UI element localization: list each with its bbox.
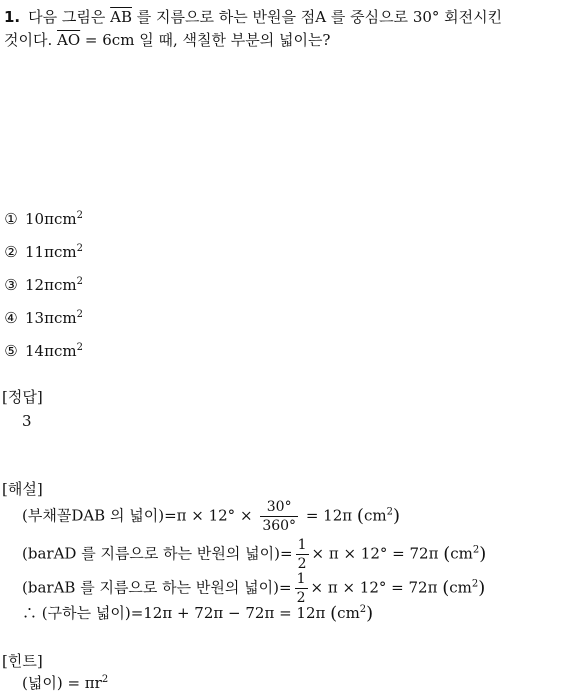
answer-value: 3 <box>22 412 32 430</box>
choice-exp: 2 <box>76 243 83 254</box>
choice-value: 13π <box>25 309 54 327</box>
choice-4[interactable] <box>0 307 83 329</box>
question-text <box>4 6 567 52</box>
explanation-line1-result: = 12π <box>305 506 353 525</box>
choice-exp: 2 <box>76 210 83 221</box>
unit: cm <box>449 578 472 597</box>
segment-ao: $\overline{AO}$ <box>57 31 81 49</box>
question-line2-a: 것이다. <box>4 31 58 49</box>
explanation-line2-result: × π × 12° = 72π <box>311 544 439 563</box>
explanation-label: [해설] <box>2 480 43 498</box>
choice-value: 12π <box>25 276 54 294</box>
question-line1-a: 다음 그림은 <box>28 8 111 26</box>
choice-3[interactable] <box>0 274 83 296</box>
fraction-denominator: 360° <box>262 518 297 534</box>
hint-exp: 2 <box>101 674 109 685</box>
explanation-line-3: (barAB 를 지름으로 하는 반원의 넓이)= $\frac{1}{2}$ × π × 12° = 72π $(cm^2)$ <box>22 571 486 606</box>
choice-mark: ③ <box>4 276 18 294</box>
question-line1-b: 를 지름으로 하는 반원을 점A 를 중심으로 30° 회전시킨 <box>132 8 503 26</box>
unit-exp: 2 <box>359 604 367 615</box>
choice-mark: ④ <box>4 309 18 327</box>
choice-mark: ① <box>4 210 18 228</box>
hint-formula: (넓이) = πr <box>22 674 102 692</box>
unit-exp: 2 <box>472 544 480 556</box>
explanation-line-1: (부채꼴DAB 의 넓이)=π × 12° × $\frac{30^\circ}{360^\circ}$ = 12π $(cm^2)$ <box>22 499 400 534</box>
explanation-line2-text: (barAD 를 지름으로 하는 반원의 넓이)= <box>22 544 293 563</box>
fraction <box>260 498 298 535</box>
hint-text <box>22 672 108 694</box>
fraction-numerator: 1 <box>296 571 306 587</box>
explanation-line4-text: ∴ (구하는 넓이)=12π + 72π − 72π = 12π <box>22 604 326 622</box>
choice-unit: cm <box>53 276 77 294</box>
choice-2[interactable] <box>0 241 83 263</box>
choice-value: 10π <box>25 210 54 228</box>
answer-label: [정답] <box>2 388 43 406</box>
choice-exp: 2 <box>76 342 83 353</box>
choice-1[interactable] <box>0 208 83 230</box>
explanation-line-4: ∴ (구하는 넓이)=12π + 72π − 72π = 12π $(cm^2)$ <box>22 603 374 624</box>
choice-exp: 2 <box>76 276 83 287</box>
fraction-denominator: 2 <box>296 590 306 606</box>
question-line2-b: = 6cm 일 때, 색칠한 부분의 넓이는? <box>80 31 331 49</box>
choice-unit: cm <box>53 309 77 327</box>
choice-mark: ② <box>4 243 18 261</box>
fraction-numerator: 1 <box>297 537 307 553</box>
fraction-numerator: 30° <box>260 498 298 517</box>
hint-label: [힌트] <box>2 652 43 670</box>
choice-value: 14π <box>25 342 54 360</box>
fraction <box>296 536 309 573</box>
segment-ab: $\overline{AB}$ <box>110 8 132 26</box>
explanation-line1-text: (부채꼴DAB 의 넓이)=π × 12° × <box>22 506 253 525</box>
unit-exp: 2 <box>471 578 479 590</box>
unit-exp: 2 <box>386 506 393 518</box>
fraction-denominator: 2 <box>297 556 307 572</box>
explanation-line3-text: (barAB 를 지름으로 하는 반원의 넓이)= <box>22 578 292 597</box>
unit: cm <box>450 544 473 563</box>
choice-exp: 2 <box>76 309 83 320</box>
choice-mark: ⑤ <box>4 342 18 360</box>
choice-unit: cm <box>53 342 77 360</box>
explanation-line3-result: × π × 12° = 72π <box>310 578 438 597</box>
choice-unit: cm <box>53 243 77 261</box>
unit: cm <box>363 506 387 525</box>
figure-area <box>0 58 571 198</box>
choice-unit: cm <box>53 210 77 228</box>
unit: cm <box>337 604 360 622</box>
explanation-line-2: (barAD 를 지름으로 하는 반원의 넓이)= $\frac{1}{2}$ × π × 12° = 72π $(cm^2)$ <box>22 537 487 572</box>
choice-value: 11π <box>25 243 54 261</box>
question-number: 1. <box>4 8 21 26</box>
choice-5[interactable] <box>0 340 83 362</box>
